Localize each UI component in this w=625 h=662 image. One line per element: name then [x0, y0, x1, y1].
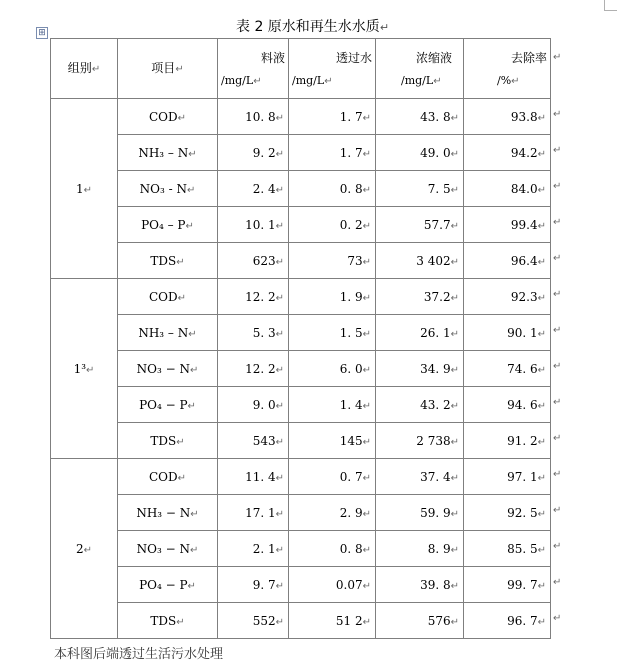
cell-end-mark-icon: ↵ [362, 580, 371, 592]
cell-end-mark-icon: ↵ [176, 436, 185, 448]
cell-end-mark-icon: ↵ [537, 472, 546, 484]
permeate-cell [289, 99, 376, 135]
feed-cell [218, 99, 289, 135]
concentrate-cell [376, 567, 464, 603]
removal-value: 90. 1 [507, 325, 538, 340]
cell-end-mark-icon: ↵ [362, 328, 371, 340]
table-row [51, 207, 551, 243]
removal-cell [464, 279, 551, 315]
item-label: TDS [150, 253, 177, 268]
feed-cell [218, 135, 289, 171]
cell-end-mark-icon: ↵ [187, 580, 196, 592]
removal-value: 96.4 [510, 253, 538, 268]
cell-end-mark-icon: ↵ [185, 220, 194, 232]
table-row [51, 567, 551, 603]
removal-value: 97. 1 [507, 469, 538, 484]
row-end-mark-icon: ↵ [553, 109, 562, 120]
cell-end-mark-icon: ↵ [177, 472, 187, 484]
cell-end-mark-icon: ↵ [362, 616, 371, 628]
feed-value: 17. 1 [245, 505, 276, 520]
item-cell [118, 567, 218, 603]
feed-value: 12. 2 [245, 289, 276, 304]
permeate-value: 1. 7 [339, 109, 363, 124]
concentrate-value: 39. 8 [420, 577, 451, 592]
permeate-cell [289, 279, 376, 315]
table-row [51, 531, 551, 567]
cell-end-mark-icon: ↵ [83, 544, 93, 556]
removal-value: 94.2 [510, 145, 538, 160]
cell-end-mark-icon: ↵ [176, 616, 185, 628]
cell-end-mark-icon: ↵ [275, 616, 284, 628]
removal-cell [464, 567, 551, 603]
feed-value: 9. 2 [252, 145, 276, 160]
body-text-line: 本科图后端透过生活污水处理 [54, 647, 224, 662]
cell-end-mark-icon: ↵ [450, 616, 459, 628]
cell-end-mark-icon: ↵ [450, 220, 459, 232]
removal-value: 99. 7 [507, 577, 538, 592]
header-permeate-cell [289, 39, 376, 99]
item-cell [118, 99, 218, 135]
cell-end-mark-icon: ↵ [275, 400, 284, 412]
item-cell [118, 387, 218, 423]
group-cell [51, 459, 118, 639]
item-label: NH₃ – N [138, 145, 189, 160]
cell-end-mark-icon: ↵ [362, 436, 371, 448]
cell-end-mark-icon: ↵ [450, 256, 459, 268]
feed-value: 9. 7 [252, 577, 276, 592]
cell-end-mark-icon: ↵ [450, 184, 459, 196]
item-label: NO₃ - N [139, 181, 187, 196]
header-removal-label: 去除率 [510, 51, 547, 65]
feed-value: 12. 2 [245, 361, 276, 376]
permeate-cell [289, 315, 376, 351]
feed-value: 552 [252, 613, 276, 628]
feed-cell [218, 423, 289, 459]
concentrate-value: 8. 9 [427, 541, 451, 556]
permeate-cell [289, 495, 376, 531]
permeate-cell [289, 207, 376, 243]
feed-cell [218, 351, 289, 387]
item-label: PO₄ − P [139, 397, 188, 412]
item-cell [118, 171, 218, 207]
header-feed-cell [218, 39, 289, 99]
permeate-value: 145 [339, 433, 363, 448]
row-end-mark-icon: ↵ [553, 433, 562, 444]
header-concentrate-cell [376, 39, 464, 99]
concentrate-value: 59. 9 [420, 505, 451, 520]
removal-cell [464, 351, 551, 387]
feed-value: 543 [252, 433, 276, 448]
concentrate-cell [376, 387, 464, 423]
concentrate-value: 43. 2 [420, 397, 451, 412]
item-label: NH₃ − N [136, 505, 191, 520]
table-caption [236, 16, 389, 36]
permeate-cell [289, 135, 376, 171]
cell-end-mark-icon: ↵ [190, 508, 199, 520]
concentrate-cell [376, 603, 464, 639]
cell-end-mark-icon: ↵ [187, 400, 196, 412]
concentrate-cell [376, 171, 464, 207]
table-row [51, 459, 551, 495]
concentrate-value: 576 [427, 613, 451, 628]
removal-cell [464, 531, 551, 567]
permeate-value: 2. 9 [339, 505, 363, 520]
permeate-value: 0. 8 [339, 181, 363, 196]
cell-end-mark-icon: ↵ [537, 256, 546, 268]
cell-end-mark-icon: ↵ [275, 580, 284, 592]
cell-end-mark-icon: ↵ [433, 76, 442, 87]
concentrate-value: 7. 5 [427, 181, 451, 196]
table-row [51, 135, 551, 171]
header-removal-cell [464, 39, 551, 99]
permeate-value: 6. 0 [339, 361, 363, 376]
removal-value: 74. 6 [507, 361, 538, 376]
concentrate-value: 43. 8 [420, 109, 451, 124]
group-label: 2 [75, 541, 84, 556]
permeate-value: 1. 7 [339, 145, 363, 160]
item-cell [118, 351, 218, 387]
item-cell [118, 207, 218, 243]
concentrate-cell [376, 279, 464, 315]
removal-cell [464, 315, 551, 351]
table-row [51, 351, 551, 387]
concentrate-cell [376, 207, 464, 243]
item-label: NO₃ − N [136, 361, 190, 376]
permeate-cell [289, 171, 376, 207]
cell-end-mark-icon: ↵ [275, 292, 284, 304]
table-row [51, 423, 551, 459]
cell-end-mark-icon: ↵ [362, 472, 371, 484]
permeate-cell [289, 603, 376, 639]
table-row [51, 171, 551, 207]
cell-end-mark-icon: ↵ [362, 400, 371, 412]
cell-end-mark-icon: ↵ [188, 328, 197, 340]
permeate-value: 51 2 [335, 613, 363, 628]
item-label: TDS [150, 613, 177, 628]
concentrate-value: 57.7 [423, 217, 451, 232]
table-row [51, 315, 551, 351]
table-row [51, 495, 551, 531]
cell-end-mark-icon: ↵ [362, 148, 371, 160]
cell-end-mark-icon: ↵ [362, 112, 371, 124]
table-caption-text: 表 2 原水和再生水水质 [236, 19, 380, 35]
concentrate-value: 49. 0 [420, 145, 451, 160]
header-permeate-label: 透过水 [335, 51, 372, 65]
header-concentrate-unit: /mg/L [401, 74, 434, 87]
table-row [51, 99, 551, 135]
cell-end-mark-icon: ↵ [537, 400, 546, 412]
table-header-row [51, 39, 551, 99]
cell-end-mark-icon: ↵ [537, 508, 546, 520]
cell-end-mark-icon: ↵ [362, 508, 371, 520]
group-cell [51, 279, 118, 459]
removal-value: 92.3 [510, 289, 538, 304]
cell-end-mark-icon: ↵ [450, 328, 459, 340]
cell-end-mark-icon: ↵ [537, 292, 546, 304]
row-end-mark-icon: ↵ [553, 361, 562, 372]
feed-value: 2. 1 [252, 541, 276, 556]
cell-end-mark-icon: ↵ [275, 112, 284, 124]
item-label: PO₄ − P [139, 577, 188, 592]
row-end-mark-icon: ↵ [553, 145, 562, 156]
removal-value: 91. 2 [507, 433, 538, 448]
row-end-mark-icon: ↵ [553, 181, 562, 192]
cell-end-mark-icon: ↵ [275, 328, 284, 340]
feed-cell [218, 567, 289, 603]
concentrate-cell [376, 243, 464, 279]
row-end-mark-icon: ↵ [553, 577, 562, 588]
permeate-cell [289, 351, 376, 387]
removal-value: 92. 5 [507, 505, 538, 520]
header-feed-unit: /mg/L [221, 74, 254, 87]
item-label: NH₃ – N [138, 325, 189, 340]
cell-end-mark-icon: ↵ [362, 292, 371, 304]
permeate-cell [289, 243, 376, 279]
table-row [51, 603, 551, 639]
removal-cell [464, 387, 551, 423]
header-permeate-unit: /mg/L [292, 74, 325, 87]
cell-end-mark-icon: ↵ [450, 580, 459, 592]
permeate-value: 1. 4 [339, 397, 363, 412]
feed-value: 5. 3 [252, 325, 276, 340]
cell-end-mark-icon: ↵ [537, 184, 546, 196]
permeate-value: 1. 5 [339, 325, 363, 340]
permeate-value: 0. 2 [339, 217, 363, 232]
permeate-value: 1. 9 [339, 289, 363, 304]
concentrate-cell [376, 531, 464, 567]
row-end-mark-icon: ↵ [553, 289, 562, 300]
cell-end-mark-icon: ↵ [537, 220, 546, 232]
cell-end-mark-icon: ↵ [450, 112, 459, 124]
cell-end-mark-icon: ↵ [91, 64, 101, 75]
cell-end-mark-icon: ↵ [362, 256, 371, 268]
cell-end-mark-icon: ↵ [275, 256, 284, 268]
cell-end-mark-icon: ↵ [324, 76, 333, 87]
cell-end-mark-icon: ↵ [450, 472, 459, 484]
cell-end-mark-icon: ↵ [177, 112, 187, 124]
removal-cell [464, 423, 551, 459]
header-removal-unit: /% [497, 74, 512, 87]
cell-end-mark-icon: ↵ [511, 76, 520, 87]
row-end-mark-icon: ↵ [553, 397, 562, 408]
row-end-mark-icon: ↵ [553, 541, 562, 552]
removal-value: 99.4 [510, 217, 538, 232]
row-end-mark-icon: ↵ [553, 253, 562, 264]
removal-value: 94. 6 [507, 397, 538, 412]
cell-end-mark-icon: ↵ [450, 364, 459, 376]
group-label: 1³ [73, 361, 87, 376]
item-cell [118, 423, 218, 459]
removal-value: 85. 5 [507, 541, 538, 556]
item-cell [118, 279, 218, 315]
header-group-label: 组别 [67, 61, 92, 75]
removal-cell [464, 243, 551, 279]
cell-end-mark-icon: ↵ [362, 544, 371, 556]
item-cell [118, 495, 218, 531]
concentrate-value: 2 738 [416, 433, 451, 448]
cell-end-mark-icon: ↵ [275, 148, 284, 160]
group-cell [51, 99, 118, 279]
table-row [51, 279, 551, 315]
concentrate-cell [376, 315, 464, 351]
feed-cell [218, 243, 289, 279]
feed-cell [218, 495, 289, 531]
concentrate-value: 3 402 [416, 253, 451, 268]
item-cell [118, 531, 218, 567]
table-row [51, 387, 551, 423]
feed-cell [218, 387, 289, 423]
permeate-cell [289, 567, 376, 603]
removal-cell [464, 99, 551, 135]
cell-end-mark-icon: ↵ [189, 364, 199, 376]
removal-value: 93.8 [510, 109, 538, 124]
row-end-mark-icon: ↵ [553, 325, 562, 336]
feed-cell [218, 171, 289, 207]
item-cell [118, 243, 218, 279]
permeate-value: 0. 7 [339, 469, 363, 484]
cell-end-mark-icon: ↵ [275, 472, 284, 484]
cell-end-mark-icon: ↵ [537, 112, 546, 124]
removal-cell [464, 135, 551, 171]
row-end-mark-icon: ↵ [553, 505, 562, 516]
feed-value: 11. 4 [245, 469, 276, 484]
cell-end-mark-icon: ↵ [189, 544, 199, 556]
cell-end-mark-icon: ↵ [537, 616, 546, 628]
concentrate-cell [376, 495, 464, 531]
cell-end-mark-icon: ↵ [175, 64, 184, 75]
feed-cell [218, 315, 289, 351]
cell-end-mark-icon: ↵ [362, 220, 371, 232]
permeate-cell [289, 459, 376, 495]
cell-end-mark-icon: ↵ [176, 256, 185, 268]
permeate-cell [289, 387, 376, 423]
water-quality-table [50, 38, 551, 639]
item-label: PO₄ – P [141, 217, 186, 232]
removal-value: 84.0 [510, 181, 538, 196]
concentrate-cell [376, 135, 464, 171]
permeate-cell [289, 531, 376, 567]
cell-end-mark-icon: ↵ [188, 148, 197, 160]
removal-cell [464, 603, 551, 639]
removal-cell [464, 171, 551, 207]
cell-end-mark-icon: ↵ [362, 364, 371, 376]
row-end-mark-icon: ↵ [553, 52, 562, 63]
cell-end-mark-icon: ↵ [450, 148, 459, 160]
concentrate-cell [376, 351, 464, 387]
item-label: COD [148, 469, 178, 484]
cell-end-mark-icon: ↵ [450, 436, 459, 448]
table-row [51, 243, 551, 279]
group-label: 1 [75, 181, 84, 196]
feed-value: 2. 4 [252, 181, 276, 196]
header-item-cell [118, 39, 218, 99]
concentrate-cell [376, 423, 464, 459]
cell-end-mark-icon: ↵ [275, 220, 284, 232]
page-corner-mark [604, 0, 617, 11]
feed-value: 10. 1 [245, 217, 276, 232]
concentrate-value: 26. 1 [420, 325, 451, 340]
item-label: COD [148, 109, 178, 124]
item-cell [118, 459, 218, 495]
removal-cell [464, 495, 551, 531]
permeate-value: 0. 8 [339, 541, 363, 556]
permeate-cell [289, 423, 376, 459]
removal-cell [464, 459, 551, 495]
cell-end-mark-icon: ↵ [83, 184, 93, 196]
feed-value: 623 [252, 253, 276, 268]
item-cell [118, 315, 218, 351]
cell-end-mark-icon: ↵ [450, 292, 459, 304]
cell-end-mark-icon: ↵ [186, 184, 196, 196]
cell-end-mark-icon: ↵ [86, 364, 95, 376]
feed-cell [218, 603, 289, 639]
cell-end-mark-icon: ↵ [537, 436, 546, 448]
cell-end-mark-icon: ↵ [537, 364, 546, 376]
header-group-cell [51, 39, 118, 99]
concentrate-value: 34. 9 [420, 361, 451, 376]
cell-end-mark-icon: ↵ [450, 544, 459, 556]
row-end-mark-icon: ↵ [553, 469, 562, 480]
feed-cell [218, 459, 289, 495]
feed-cell [218, 279, 289, 315]
header-item-label: 项目 [151, 61, 176, 75]
cell-end-mark-icon: ↵ [275, 184, 284, 196]
permeate-value: 0.07 [335, 577, 363, 592]
paragraph-mark-icon: ↵ [379, 21, 390, 34]
item-cell [118, 135, 218, 171]
header-concentrate-label: 浓缩液 [415, 51, 452, 65]
row-end-mark-icon: ↵ [553, 217, 562, 228]
permeate-value: 73 [347, 253, 363, 268]
cell-end-mark-icon: ↵ [537, 328, 546, 340]
feed-cell [218, 531, 289, 567]
removal-value: 96. 7 [507, 613, 538, 628]
cell-end-mark-icon: ↵ [253, 76, 262, 87]
row-end-mark-icon: ↵ [553, 613, 562, 624]
cell-end-mark-icon: ↵ [537, 544, 546, 556]
feed-value: 9. 0 [252, 397, 276, 412]
cell-end-mark-icon: ↵ [450, 400, 459, 412]
item-label: COD [148, 289, 178, 304]
header-feed-label: 料液 [260, 51, 285, 65]
cell-end-mark-icon: ↵ [275, 544, 284, 556]
feed-cell [218, 207, 289, 243]
item-cell [118, 603, 218, 639]
cell-end-mark-icon: ↵ [362, 184, 371, 196]
table-move-handle-icon[interactable]: ⊞ [36, 27, 48, 39]
concentrate-cell [376, 459, 464, 495]
cell-end-mark-icon: ↵ [177, 292, 187, 304]
concentrate-value: 37.2 [423, 289, 451, 304]
cell-end-mark-icon: ↵ [275, 508, 284, 520]
concentrate-cell [376, 99, 464, 135]
feed-value: 10. 8 [245, 109, 276, 124]
cell-end-mark-icon: ↵ [275, 436, 284, 448]
cell-end-mark-icon: ↵ [450, 508, 459, 520]
item-label: TDS [150, 433, 177, 448]
item-label: NO₃ − N [136, 541, 190, 556]
cell-end-mark-icon: ↵ [537, 148, 546, 160]
cell-end-mark-icon: ↵ [275, 364, 284, 376]
removal-cell [464, 207, 551, 243]
cell-end-mark-icon: ↵ [537, 580, 546, 592]
concentrate-value: 37. 4 [420, 469, 451, 484]
